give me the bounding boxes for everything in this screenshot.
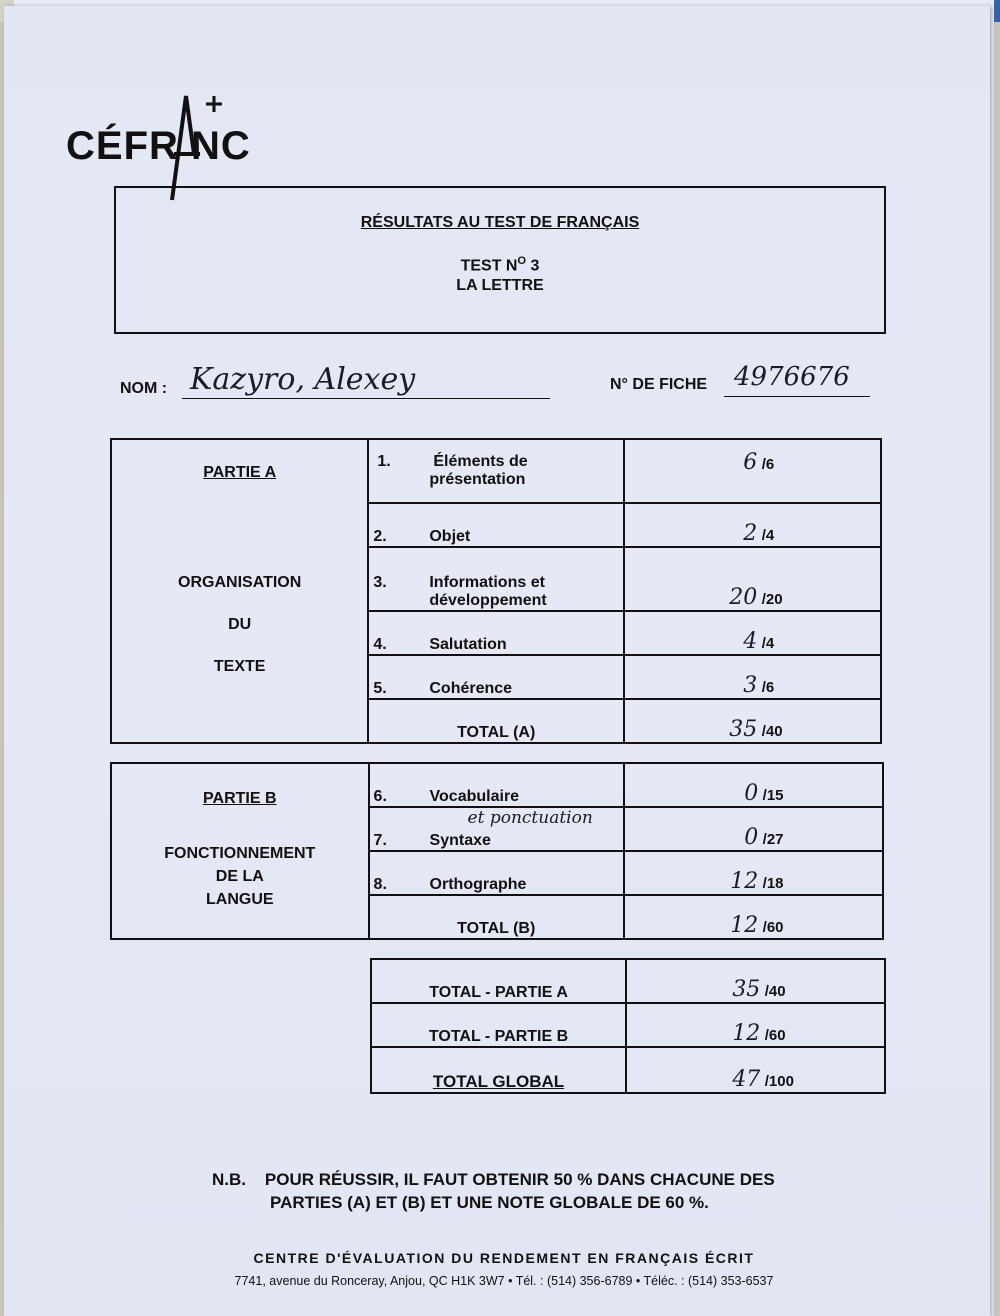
total-partie-a-label: TOTAL - PARTIE A <box>371 959 626 1003</box>
score-7: 0 /27 <box>624 807 883 851</box>
score-4: 4 /4 <box>624 611 881 655</box>
score-3: 20 /20 <box>624 547 881 611</box>
partie-a-section-line3: TEXTE <box>213 658 266 675</box>
partie-a-section-line1: ORGANISATION <box>178 574 302 591</box>
partie-a-section-line2: DU <box>228 616 252 633</box>
total-global-label: TOTAL GLOBAL <box>371 1047 626 1093</box>
criterion-5: 5. Cohérence <box>368 655 624 699</box>
score-5: 3 /6 <box>624 655 881 699</box>
file-number-handwritten: 4976676 <box>734 362 850 392</box>
total-a-score: 35 /40 <box>624 699 881 743</box>
partie-b-title: PARTIE B <box>203 790 277 807</box>
cefranc-logo: CÉFR NC <box>66 124 251 168</box>
score-8: 12 /18 <box>624 851 883 895</box>
partie-b-label-cell <box>111 763 369 939</box>
criterion-7: 7. Syntaxe et ponctuation <box>369 807 624 851</box>
name-handwritten: Kazyro, Alexey <box>190 362 416 397</box>
total-a-label: TOTAL (A) <box>368 699 624 743</box>
total-global-score: 47 /100 <box>626 1047 885 1093</box>
criterion-1: 1. Éléments de présentation <box>368 439 624 503</box>
totals-table <box>370 958 886 1094</box>
total-b-label: TOTAL (B) <box>369 895 624 939</box>
test-number: TEST $N^O$ 3 <box>460 255 540 275</box>
score-2: 2 /4 <box>624 503 881 547</box>
partie-a-label-cell <box>111 439 368 743</box>
organization-contact: 7741, avenue du Ronceray, Anjou, QC H1K 3W7 • Tél. : (514) 356-6789 • Téléc. : (514) 353-6537 <box>234 1274 774 1288</box>
document-title: RÉSULTATS AU TEST DE FRANÇAIS <box>360 214 640 231</box>
partie-a-table <box>110 438 882 744</box>
total-partie-a-score: 35 /40 <box>626 959 885 1003</box>
partie-a-title: PARTIE A <box>203 464 277 481</box>
file-number-label: N° DE FICHE <box>610 376 708 393</box>
criterion-8: 8. Orthographe <box>369 851 624 895</box>
score-6: 0 /15 <box>624 763 883 807</box>
organization-name: CENTRE D'ÉVALUATION DU RENDEMENT EN FRANÇAIS ÉCRIT <box>253 1250 755 1266</box>
criterion-4: 4. Salutation <box>368 611 624 655</box>
title-box <box>114 186 886 334</box>
document-page <box>4 6 990 1316</box>
test-subject: LA LETTRE <box>456 277 544 294</box>
total-b-score: 12 /60 <box>624 895 883 939</box>
total-partie-b-score: 12 /60 <box>626 1003 885 1047</box>
name-label: NOM : <box>120 380 168 397</box>
partie-b-table <box>110 762 884 940</box>
criterion-3: 3. Informations et développement <box>368 547 624 611</box>
criterion-7-handwritten-note: et ponctuation <box>467 808 593 828</box>
partie-b-section: FONCTIONNEMENT DE LA LANGUE <box>164 845 316 908</box>
criterion-2: 2. Objet <box>368 503 624 547</box>
pass-requirement-note: N.B. POUR RÉUSSIR, IL FAUT OBTENIR 50 % DANS CHACUNE DES PARTIES (A) ET (B) ET UNE NOTE GLOBALE DE 60 %. <box>212 1170 775 1212</box>
score-1: 6 /6 <box>624 439 881 503</box>
total-partie-b-label: TOTAL - PARTIE B <box>371 1003 626 1047</box>
criterion-6: 6. Vocabulaire <box>369 763 624 807</box>
